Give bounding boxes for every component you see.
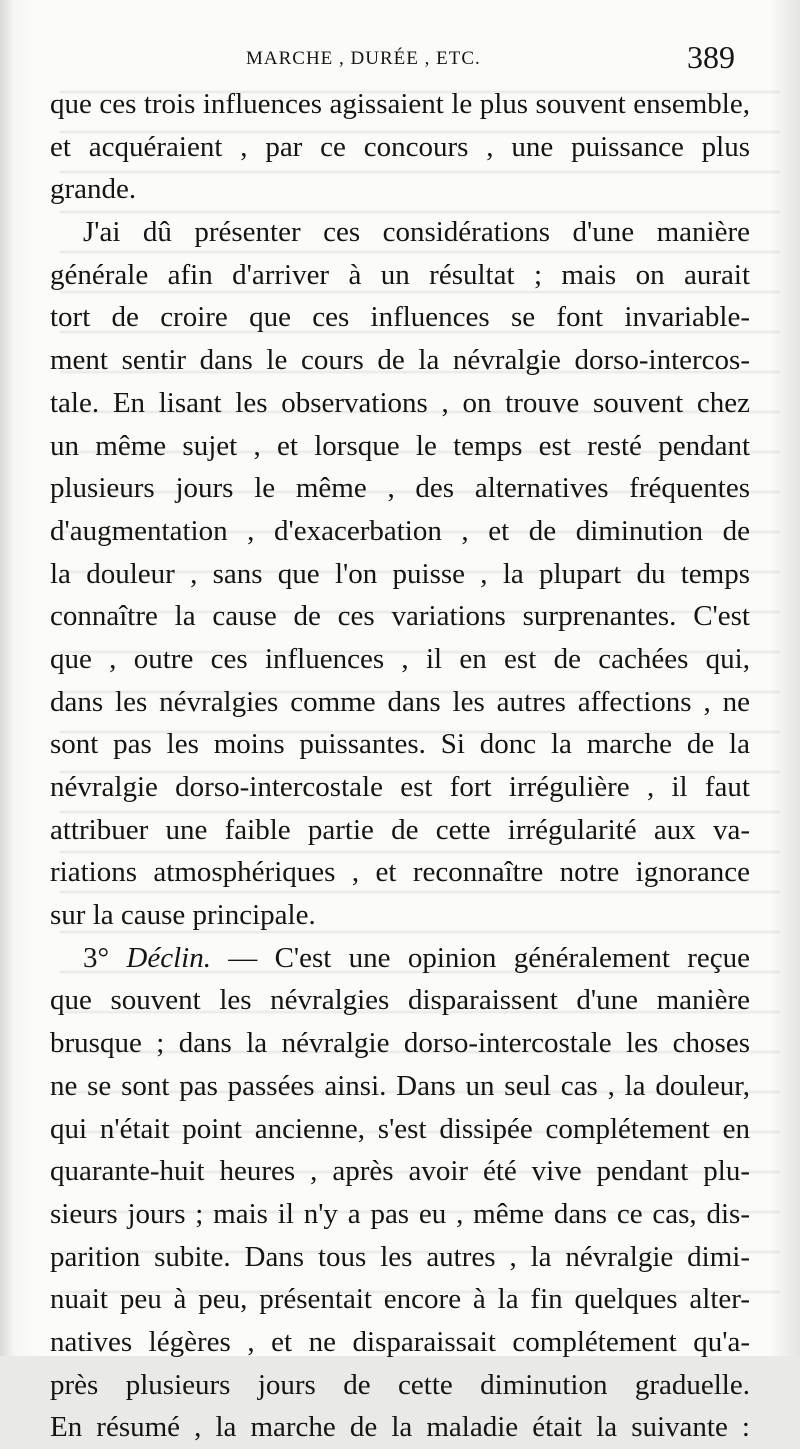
page-header xyxy=(0,30,800,90)
text-line: qui n'était point ancienne, s'est dissipée complétement en xyxy=(50,1112,750,1145)
section-title: Déclin. xyxy=(126,941,211,974)
text-line: ment sentir dans le cours de la névralgie dorso-intercos- xyxy=(50,344,750,377)
text-line: natives légères , et ne disparaissait complétement qu'a- xyxy=(50,1325,750,1358)
running-head: MARCHE , DURÉE , ETC. xyxy=(246,48,481,69)
text-line: plusieurs jours le même , des alternatives fréquentes xyxy=(50,472,750,505)
body-text xyxy=(50,83,750,1449)
section-number: 3° xyxy=(83,941,127,974)
text-line: connaître la cause de ces variations surprenantes. C'est xyxy=(50,600,750,633)
text-line: névralgie dorso-intercostale est fort irrégulière , il faut xyxy=(50,771,750,803)
section-lead-text: — C'est une opinion généralement reçue xyxy=(210,941,750,974)
text-line: En résumé , la marche de la maladie était la suivante : xyxy=(50,1411,750,1444)
text-line: un même sujet , et lorsque le temps est resté pendant xyxy=(50,429,750,462)
text-line: générale afin d'arriver à un résultat ; mais on aurait xyxy=(50,258,750,291)
text-line: que souvent les névralgies disparaissent d'une manière xyxy=(50,984,750,1017)
text-line: riations atmosphériques , et reconnaître notre ignorance xyxy=(50,856,750,889)
text-line: ne se sont pas passées ainsi. Dans un seul cas , la douleur, xyxy=(50,1069,750,1102)
text-line: quarante-huit heures , après avoir été vive pendant plu- xyxy=(50,1155,750,1188)
text-line: J'ai dû présenter ces considérations d'une manière xyxy=(83,216,750,249)
text-line: la douleur , sans que l'on puisse , la plupart du temps xyxy=(50,557,750,590)
text-line: sieurs jours ; mais il n'y a pas eu , même dans ce cas, dis- xyxy=(50,1197,750,1230)
text-line: près plusieurs jours de cette diminution graduelle. xyxy=(50,1368,750,1401)
text-line: attribuer une faible partie de cette irrégularité aux va- xyxy=(50,813,750,846)
text-line: grande. xyxy=(50,173,137,206)
text-line: dans les névralgies comme dans les autres affections , ne xyxy=(50,685,750,718)
text-line: brusque ; dans la névralgie dorso-intercostale les choses xyxy=(50,1027,750,1060)
declin-heading-line xyxy=(50,937,750,980)
text-line: parition subite. Dans tous les autres , la névralgie dimi- xyxy=(50,1240,750,1273)
page-number: 389 xyxy=(687,39,735,75)
text-line: tort de croire que ces influences se font invariable- xyxy=(50,301,750,334)
text-line: nuait peu à peu, présentait encore à la fin quelques alter- xyxy=(50,1283,750,1316)
text-line: que ces trois influences agissaient le plus souvent ensemble, xyxy=(50,88,750,120)
text-line: d'augmentation , d'exacerbation , et de diminution de xyxy=(50,514,750,547)
text-line: que , outre ces influences , il en est de cachées qui, xyxy=(50,642,750,675)
text-line: sur la cause principale. xyxy=(50,899,316,932)
text-line: et acquéraient , par ce concours , une puissance plus xyxy=(50,130,750,163)
text-line: sont pas les moins puissantes. Si donc la marche de la xyxy=(50,728,750,761)
text-line: tale. En lisant les observations , on trouve souvent chez xyxy=(50,386,750,419)
